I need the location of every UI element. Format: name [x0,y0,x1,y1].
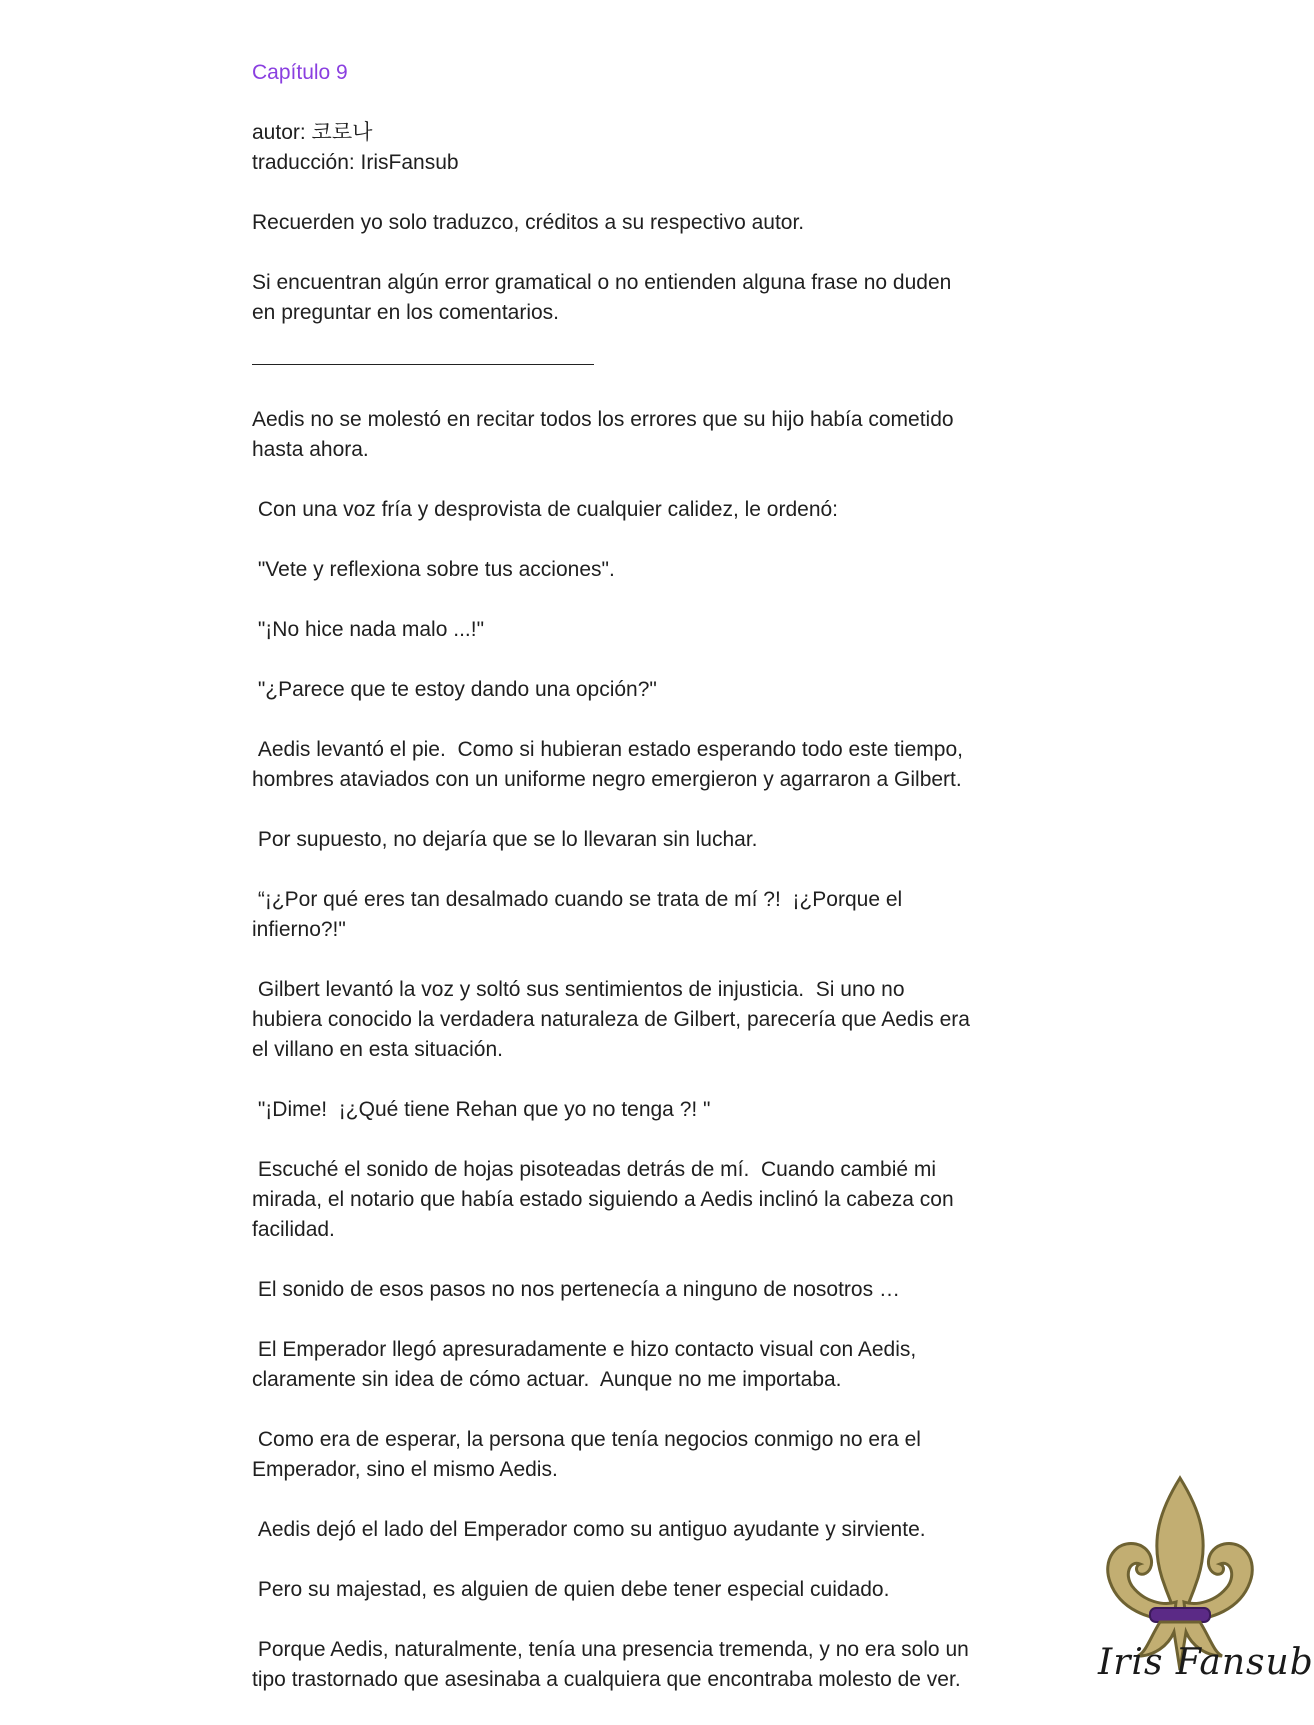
paragraph: El sonido de esos pasos no nos pertenecía a ninguno de nosotros … [252,1278,900,1301]
author-line: autor: 코로나 [252,121,373,144]
paragraph: Pero su majestad, es alguien de quien debe tener especial cuidado. [252,1578,890,1601]
document-body [252,58,1052,1725]
paragraph: Porque Aedis, naturalmente, tenía una presencia tremenda, y no era solo un tipo trastornado que asesinaba a cualquiera que encontraba molesto de ver. [252,1638,969,1691]
paragraph: Aedis levantó el pie. Como si hubieran estado esperando todo este tiempo, hombres ataviados con un uniforme negro emergieron y agarraron a Gilbert. [252,738,963,791]
paragraph: "¿Parece que te estoy dando una opción?" [252,678,657,701]
paragraph: “¡¿Por qué eres tan desalmado cuando se trata de mí ?! ¡¿Porque el infierno?!" [252,888,903,941]
paragraph: Como era de esperar, la persona que tenía negocios conmigo no era el Emperador, sino el mismo Aedis. [252,1428,921,1481]
paragraph: Aedis no se molestó en recitar todos los errores que su hijo había cometido hasta ahora. [252,408,954,461]
help-text: Si encuentran algún error gramatical o no entienden alguna frase no duden en preguntar en los comentarios. [252,271,952,324]
paragraph: Gilbert levantó la voz y soltó sus sentimientos de injusticia. Si uno no hubiera conocido la verdadera naturaleza de Gilbert, parecería que Aedis era el villano en esta situación. [252,978,970,1061]
watermark-text: Iris Fansub [1098,1642,1314,1683]
translation-line: traducción: IrisFansub [252,151,459,174]
paragraph: "¡Dime! ¡¿Qué tiene Rehan que yo no tenga ?! " [252,1098,711,1121]
paragraph: Por supuesto, no dejaría que se lo llevaran sin luchar. [252,828,758,851]
paragraph: Aedis dejó el lado del Emperador como su antiguo ayudante y sirviente. [252,1518,926,1541]
notice-text: Recuerden yo solo traduzco, créditos a su respectivo autor. [252,211,805,234]
paragraph: Con una voz fría y desprovista de cualquier calidez, le ordenó: [252,498,839,521]
section-divider [252,364,594,365]
paragraph: Escuché el sonido de hojas pisoteadas detrás de mí. Cuando cambié mi mirada, el notario que había estado siguiendo a Aedis inclinó la cabeza con facilidad. [252,1158,954,1241]
paragraph: El Emperador llegó apresuradamente e hizo contacto visual con Aedis, claramente sin idea de cómo actuar. Aunque no me importaba. [252,1338,917,1391]
credits [252,118,1052,178]
paragraph: "¡No hice nada malo ...!" [252,618,485,641]
chapter-title: Capítulo 9 [252,61,348,84]
paragraph: "Vete y reflexiona sobre tus acciones". [252,558,615,581]
